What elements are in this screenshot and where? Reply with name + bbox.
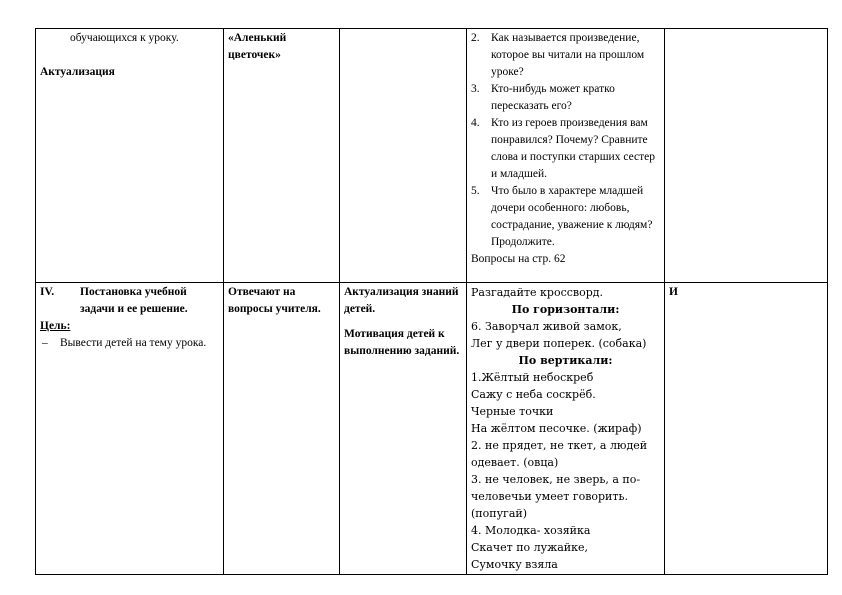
crossword-intro: Разгадайте кроссворд. [471,286,604,299]
stage-title: Постановка учебной задачи и ее решение. [80,286,188,315]
riddle-line: Сумочку взяла [471,558,558,571]
vertical-heading: По вертикали: [518,354,613,367]
uud-cell [665,29,828,283]
uud-text: И [669,286,678,298]
list-item: 4. Кто из героев произведения вам понравился? Почему? Сравните слова и поступки старших сестер и младшей. [471,117,655,180]
uud-cell [665,283,828,575]
list-item: 5. Что было в характере младшей дочери особенного: любовь, сострадание, уважение к людям? Продолжите. [471,185,653,248]
lesson-plan-table [35,28,828,575]
stage-text-continued: обучающихся к уроку. [70,32,179,44]
riddle-line: 4. Молодка- хозяйка [471,524,591,537]
teacher-activity-cell [467,29,665,283]
outcome-cell [340,283,467,575]
table-row [36,283,828,575]
teacher-activity-cell [467,283,665,575]
outcome-cell [340,29,467,283]
goal-text: Вывести детей на тему урока. [60,337,207,349]
questions-footer: Вопросы на стр. 62 [471,253,566,265]
student-activity-text: Отвечают на вопросы учителя. [228,286,321,315]
book-title: «Аленький цветочек» [228,32,287,61]
riddle-line: 2. не прядет, не ткет, а людей одевает. (овца) [471,439,648,469]
riddle-line: Черные точки [471,405,554,418]
goal-item [40,335,219,352]
student-activity-cell [224,29,340,283]
stage-heading [40,284,219,318]
riddle-line: 3. не человек, не зверь, а по-человечьи умеет говорить. (попугай) [471,473,641,520]
stage-number: IV. [40,286,55,298]
stage-cell [36,283,224,575]
riddle-line: На жёлтом песочке. (жираф) [471,422,642,435]
horizontal-heading: По горизонтали: [511,303,620,316]
goal-label: Цель: [40,320,71,332]
riddle-line: 1.Жёлтый небоскреб [471,371,594,384]
riddle-line: Скачет по лужайке, [471,541,589,554]
question-list [471,30,660,251]
dash-marker: – [42,337,48,349]
table-row [36,29,828,283]
outcome-p2: Мотивация детей к выполнению заданий. [344,328,460,357]
riddle-line: 6. Заворчал живой замок, [471,320,622,333]
list-item: 3. Кто-нибудь может кратко пересказать его? [471,83,615,112]
outcome-p1: Актуализация знаний детей. [344,286,459,315]
stage-subtitle: Актуализация [40,66,115,78]
student-activity-cell [224,283,340,575]
riddle-line: Лег у двери поперек. (собака) [471,337,647,350]
list-item: 2. Как называется произведение, которое вы читали на прошлом уроке? [471,32,645,78]
stage-cell [36,29,224,283]
riddle-line: Сажу с неба соскрёб. [471,388,596,401]
